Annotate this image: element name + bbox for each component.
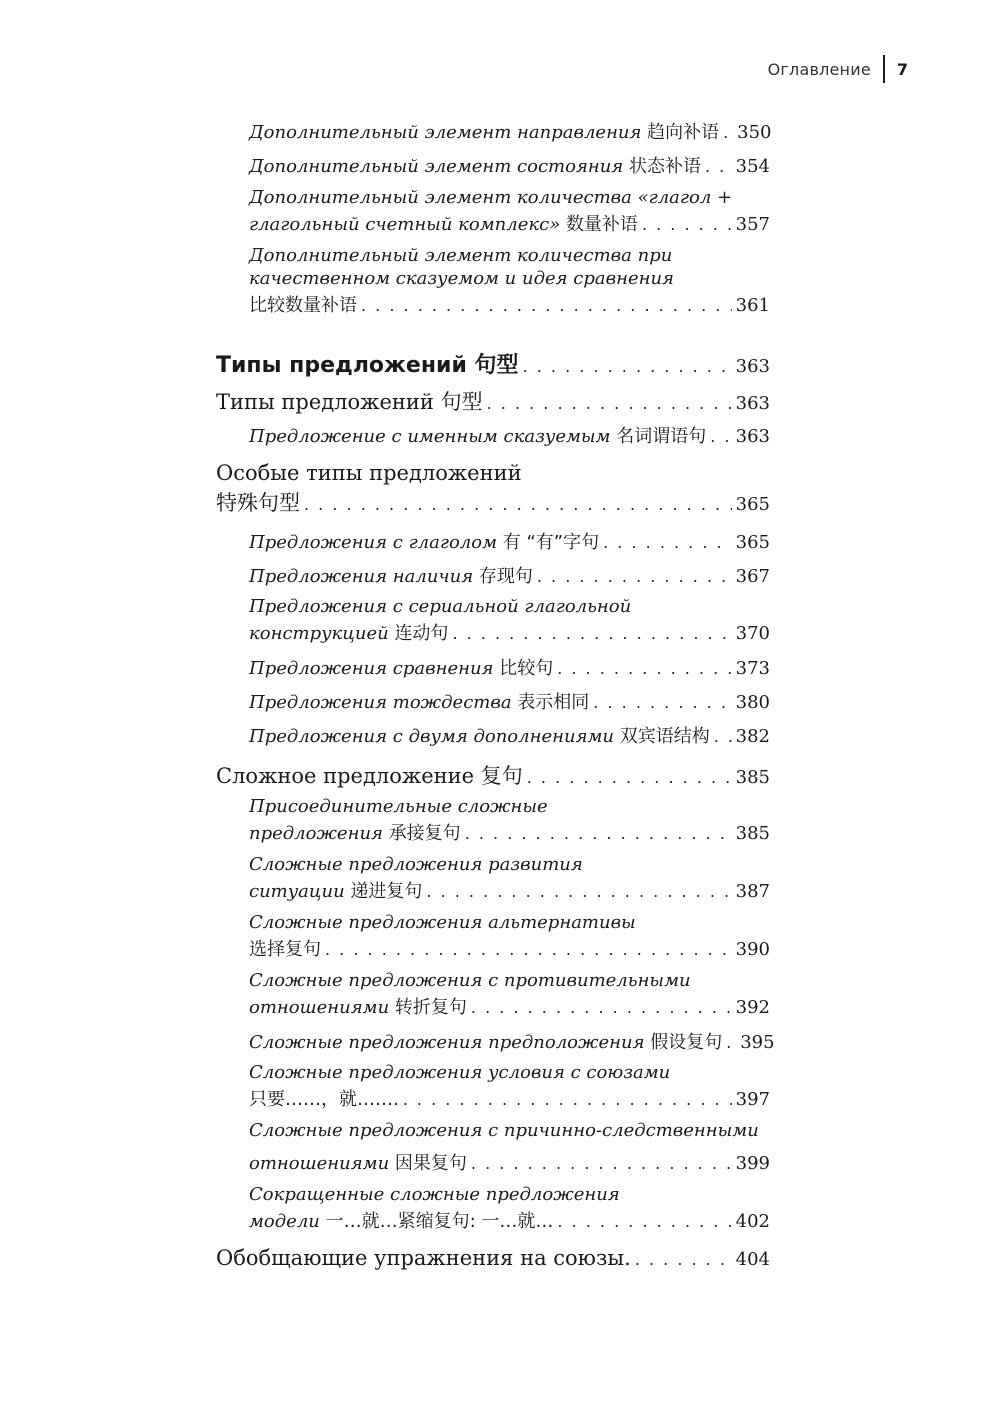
leader-dots <box>537 567 732 586</box>
toc-entry[interactable] <box>216 760 770 790</box>
toc-entry-chinese: 特殊句型 <box>216 491 300 515</box>
toc-entry[interactable] <box>249 970 770 1019</box>
toc-entry-page: 392 <box>735 997 770 1018</box>
leader-dots <box>557 1212 731 1231</box>
toc-entry-chinese: 转折复句 <box>394 997 467 1018</box>
toc-entry-chinese: 句型 <box>440 390 483 414</box>
toc-entry[interactable] <box>249 562 770 588</box>
toc-entry[interactable] <box>249 796 770 845</box>
toc-entry[interactable] <box>249 422 770 448</box>
toc-entry-page: 395 <box>740 1032 775 1053</box>
toc-entry-page: 382 <box>735 726 770 747</box>
toc-entry-page: 380 <box>735 692 770 713</box>
toc-entry-chinese: 数量补语 <box>565 214 638 235</box>
toc-entry-page: 370 <box>735 623 770 644</box>
leader-dots <box>593 693 731 712</box>
toc-entry-chinese: 复句 <box>480 764 523 788</box>
leader-dots <box>361 296 732 315</box>
toc-entry-page: 365 <box>735 494 770 515</box>
leader-dots <box>635 1250 732 1269</box>
toc-entry[interactable] <box>216 1246 770 1270</box>
running-header-title: Оглавление <box>767 59 871 79</box>
toc-entry-title: Предложения с двумя дополнениями <box>249 726 620 747</box>
toc-entry-title-line: Предложения с сериальной глагольной <box>249 596 632 617</box>
toc-entry-chinese: 句型 <box>474 353 519 378</box>
toc-entry-page: 365 <box>735 532 770 553</box>
toc-entry-chinese: 连动句 <box>394 623 449 644</box>
toc-entry[interactable] <box>216 386 770 416</box>
toc-entry-page: 387 <box>735 881 770 902</box>
toc-entry-title: конструкцией <box>249 623 395 644</box>
toc-entry[interactable] <box>249 1062 770 1111</box>
toc-entry[interactable] <box>249 596 770 645</box>
toc-entry-chinese: 只要……，就……. <box>249 1089 399 1110</box>
leader-dots <box>452 624 731 643</box>
toc-entry[interactable] <box>249 245 770 317</box>
toc-entry-page: 363 <box>735 356 770 377</box>
toc-entry[interactable] <box>249 187 770 236</box>
toc-entry-chinese: 承接复句 <box>388 823 461 844</box>
toc-entry-chinese: 有 “有”字句 <box>502 532 600 553</box>
page-number: 7 <box>896 59 908 79</box>
toc-entry-title: глагольный счетный комплекс» <box>249 214 566 235</box>
toc-entry[interactable] <box>249 1120 770 1175</box>
toc-entry-chinese: 状态补语 <box>628 156 701 177</box>
toc-entry-page: 402 <box>735 1211 770 1232</box>
toc-entry-chinese: 名词谓语句 <box>616 426 707 447</box>
toc-entry-title-line: Сложные предложения условия с союзами <box>249 1062 671 1083</box>
toc-entry[interactable] <box>249 528 770 554</box>
toc-entry[interactable] <box>249 1028 775 1054</box>
toc-entry-title: ситуации <box>249 881 351 902</box>
toc-entry-chinese: 表示相同 <box>517 692 590 713</box>
leader-dots <box>723 123 733 142</box>
leader-dots <box>642 215 732 234</box>
toc-entry-title: отношениями <box>249 997 395 1018</box>
toc-entry[interactable] <box>216 461 770 517</box>
toc-entry[interactable] <box>249 688 770 714</box>
toc-entry-page: 385 <box>735 823 770 844</box>
toc-entry-page: 373 <box>735 658 770 679</box>
toc-entry-page: 385 <box>735 767 770 788</box>
toc-entry-title: Типы предложений <box>216 353 475 378</box>
leader-dots <box>403 1090 732 1109</box>
toc-entry-page: 399 <box>735 1153 770 1174</box>
toc-entry-title-line: Сокращенные сложные предложения <box>249 1184 620 1205</box>
toc-entry[interactable] <box>249 912 770 961</box>
toc-entry-title: Обобщающие упражнения на союзы. <box>216 1246 631 1270</box>
toc-entry-title-line: Сложные предложения альтернативы <box>249 912 636 933</box>
toc-entry-title-line: Сложные предложения с причинно-следственными <box>249 1120 759 1141</box>
toc-entry-chinese: 一…就…紧缩复句: 一…就… <box>325 1211 554 1232</box>
toc-entry-page: 397 <box>735 1089 770 1110</box>
toc-entry-page: 350 <box>737 122 772 143</box>
leader-dots <box>471 998 732 1017</box>
leader-dots <box>603 533 732 552</box>
leader-dots <box>705 157 732 176</box>
toc-entry-title: Предложения тождества <box>249 692 518 713</box>
toc-entry[interactable] <box>249 854 770 903</box>
toc-entry-title: Предложения наличия <box>249 566 479 587</box>
toc-entry-page: 367 <box>735 566 770 587</box>
toc-entry-title: Предложение с именным сказуемым <box>249 426 617 447</box>
toc-entry-chinese: 双宾语结构 <box>619 726 710 747</box>
toc-entry-title: модели <box>249 1211 326 1232</box>
running-header <box>768 55 908 83</box>
toc-section-heading[interactable] <box>216 348 770 379</box>
toc-entry[interactable] <box>249 1184 770 1233</box>
toc-entry-title-line: Особые типы предложений <box>216 461 522 485</box>
leader-dots <box>557 659 731 678</box>
toc-entry-page: 361 <box>735 295 770 316</box>
toc-entry-title: предложения <box>249 823 389 844</box>
toc-entry-title-line: Дополнительный элемент количества при <box>249 245 673 266</box>
toc-entry-title-line: качественном сказуемом и идея сравнения <box>249 268 674 289</box>
toc-entry-chinese: 比较数量补语 <box>249 295 357 316</box>
toc-entry-page: 390 <box>735 939 770 960</box>
toc-entry[interactable] <box>249 152 770 178</box>
toc-entry-page: 404 <box>735 1249 770 1270</box>
toc-entry-chinese: 存现句 <box>478 566 533 587</box>
toc-entry-title-line: Дополнительный элемент количества «глагол + <box>249 187 733 208</box>
leader-dots <box>527 768 732 787</box>
toc-entry-title-line: Присоединительные сложные <box>249 796 548 817</box>
toc-entry-title: Сложное предложение <box>216 764 481 788</box>
toc-entry[interactable] <box>249 654 770 680</box>
leader-dots <box>465 824 732 843</box>
toc-entry-page: 363 <box>735 393 770 414</box>
toc-entry-chinese: 选择复句 <box>249 939 321 960</box>
leader-dots <box>726 1033 736 1052</box>
toc-entry-chinese: 递进复句 <box>350 881 423 902</box>
leader-dots <box>471 1154 732 1173</box>
toc-entry-chinese: 比较句 <box>499 658 554 679</box>
leader-dots <box>710 427 731 446</box>
toc-entry-title-line: Сложные предложения с противительными <box>249 970 691 991</box>
toc-entry-title: Предложения с глаголом <box>249 532 503 553</box>
toc-entry-title: Сложные предложения предположения <box>249 1032 651 1053</box>
toc-entry-chinese: 趋向补语 <box>647 122 720 143</box>
leader-dots <box>487 394 732 413</box>
leader-dots <box>523 357 732 376</box>
toc-entry-page: 363 <box>735 426 770 447</box>
leader-dots <box>426 882 731 901</box>
toc-entry[interactable] <box>249 118 770 144</box>
toc-entry-page: 357 <box>735 214 770 235</box>
toc-entry-chinese: 假设复句 <box>650 1032 723 1053</box>
toc-entry-chinese: 因果复句 <box>394 1153 467 1174</box>
leader-dots <box>304 495 732 514</box>
toc-entry-title-line: Сложные предложения развития <box>249 854 583 875</box>
toc-entry-title: Дополнительный элемент направления <box>249 122 648 143</box>
toc-entry-title: Типы предложений <box>216 390 441 414</box>
leader-dots <box>714 727 732 746</box>
toc-entry-title: отношениями <box>249 1153 395 1174</box>
toc-entry-title: Дополнительный элемент состояния <box>249 156 629 177</box>
toc-entry-title: Предложения сравнения <box>249 658 500 679</box>
toc-entry[interactable] <box>249 722 770 748</box>
toc-entry-page: 354 <box>735 156 770 177</box>
leader-dots <box>325 940 732 959</box>
